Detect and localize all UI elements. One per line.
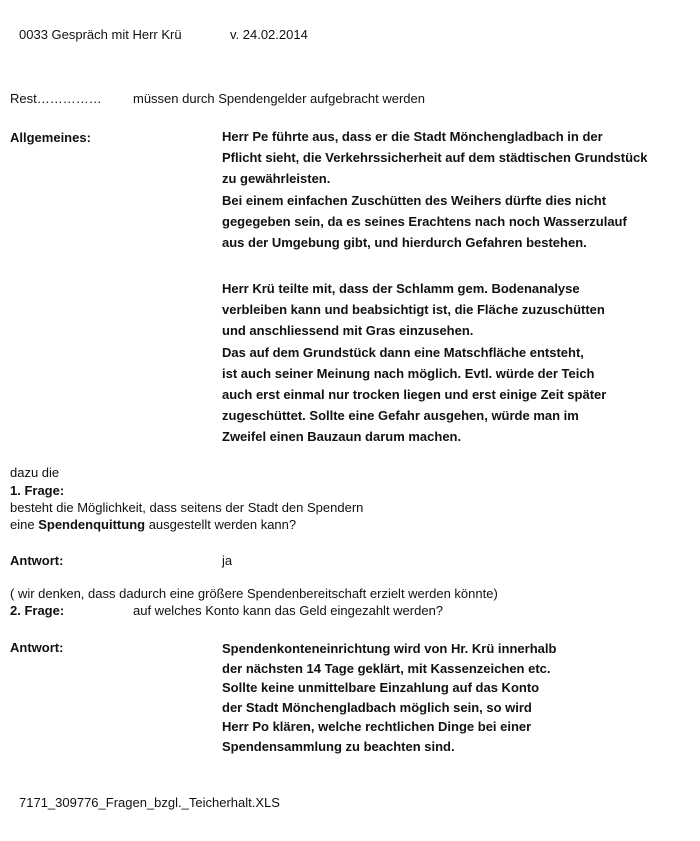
antwort1-label: Antwort:	[10, 553, 64, 568]
paragraph-line: und anschliessend mit Gras einzusehen.	[222, 323, 474, 339]
rest-label: Rest……………	[10, 91, 102, 106]
antwort2-label: Antwort:	[10, 640, 64, 655]
paragraph-line: gegegeben sein, da es seines Erachtens nach noch Wasserzulauf	[222, 213, 627, 229]
antwort2-paragraph	[222, 639, 556, 757]
paragraph-line: Sollte keine unmittelbare Einzahlung auf das Konto	[222, 680, 540, 696]
paragraph-line: Bei einem einfachen Zuschütten des Weihers dürfte dies nicht	[222, 192, 607, 208]
frage1-line1: besteht die Möglichkeit, dass seitens der Stadt den Spendern	[10, 500, 364, 515]
paragraph-line: Herr Po klären, welche rechtlichen Dinge bei einer	[222, 719, 532, 735]
frage2-text: auf welches Konto kann das Geld eingezahlt werden?	[133, 603, 444, 618]
frage2-label: 2. Frage:	[10, 603, 65, 618]
paragraph-line: der Stadt Mönchengladbach möglich sein, so wird	[222, 699, 532, 715]
paragraph-line: aus der Umgebung gibt, und hierdurch Gefahren bestehen.	[222, 235, 587, 251]
allgemeines-paragraph-2	[222, 278, 606, 448]
paragraph-line: Zweifel einen Bauzaun darum machen.	[222, 429, 462, 445]
paragraph-line: Spendensammlung zu beachten sind.	[222, 738, 455, 754]
allgemeines-label: Allgemeines:	[10, 130, 91, 145]
paragraph-line: zugeschüttet. Sollte eine Gefahr ausgehen, würde man im	[222, 408, 579, 424]
note-text: ( wir denken, dass dadurch eine größere Spendenbereitschaft erzielt werden könnte)	[10, 586, 498, 601]
paragraph-line: Herr Pe führte aus, dass er die Stadt Mönchengladbach in der	[222, 129, 603, 144]
paragraph-line: Spendenkonteneinrichtung wird von Hr. Krü innerhalb	[222, 641, 557, 656]
rest-text: müssen durch Spendengelder aufgebracht werden	[133, 91, 425, 106]
paragraph-line: verbleiben kann und beabsichtigt ist, die Fläche zuzuschütten	[222, 302, 605, 318]
paragraph-line: Das auf dem Grundstück dann eine Matschfläche entsteht,	[222, 344, 584, 360]
paragraph-line: Herr Krü teilte mit, dass der Schlamm gem. Bodenanalyse	[222, 281, 580, 296]
allgemeines-paragraph-1	[222, 126, 648, 253]
frage1-line2-pre: eine	[10, 517, 39, 532]
paragraph-line: ist auch seiner Meinung nach möglich. Evtl. würde der Teich	[222, 365, 595, 381]
paragraph-line: der nächsten 14 Tage geklärt, mit Kassenzeichen etc.	[222, 660, 551, 676]
frage1-line2	[10, 517, 296, 533]
frage1-intro: dazu die	[10, 465, 60, 480]
frage1-line2-post: ausgestellt werden kann?	[145, 517, 297, 532]
paragraph-line: auch erst einmal nur trocken liegen und erst einige Zeit später	[222, 387, 607, 403]
document-title: 0033 Gespräch mit Herr Krü	[19, 27, 182, 42]
footer-filename: 7171_309776_Fragen_bzgl._Teicherhalt.XLS	[19, 795, 280, 810]
frage1-line2-emphasis: Spendenquittung	[38, 517, 146, 532]
antwort1-text: ja	[222, 553, 233, 568]
paragraph-line: Pflicht sieht, die Verkehrssicherheit auf dem städtischen Grundstück	[222, 150, 648, 166]
frage1-label: 1. Frage:	[10, 483, 65, 498]
document-date: v. 24.02.2014	[230, 27, 308, 42]
paragraph-line: zu gewährleisten.	[222, 171, 331, 187]
